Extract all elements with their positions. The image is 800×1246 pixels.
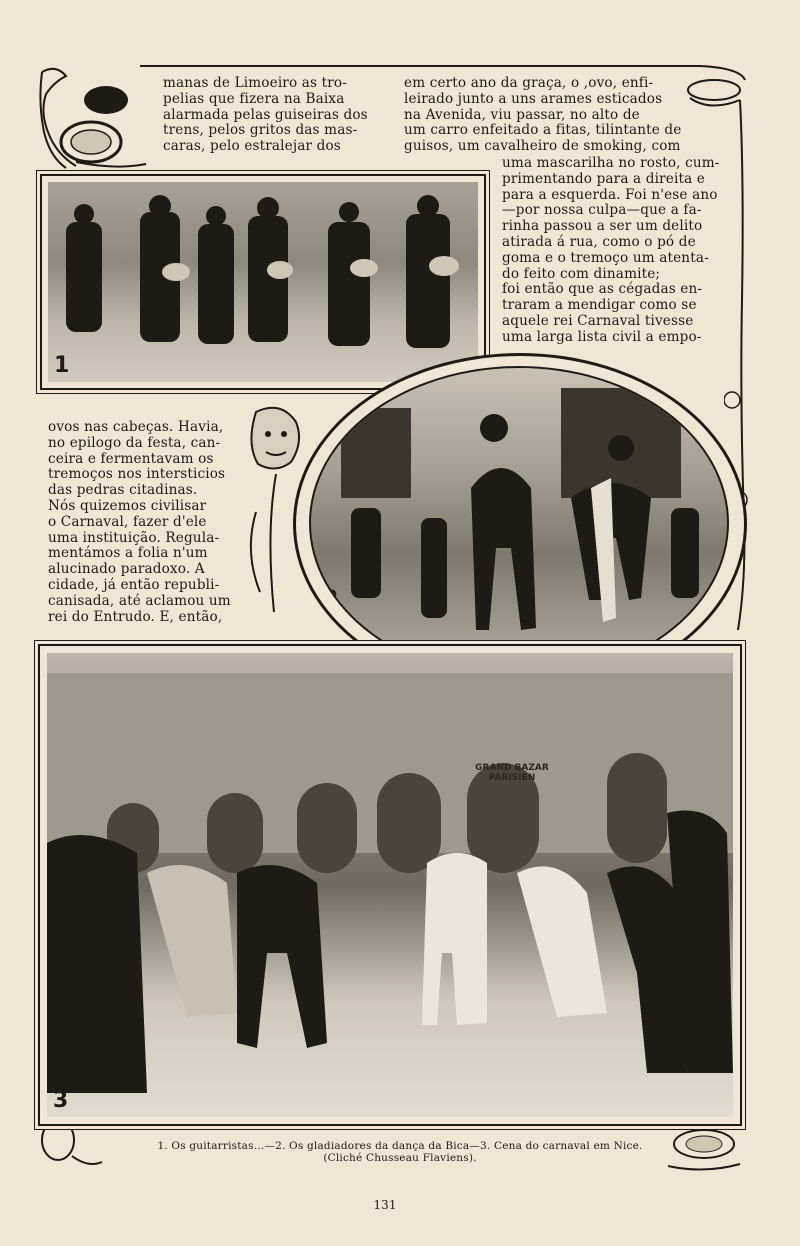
text-line: alucinado paradoxo. A xyxy=(48,561,205,578)
store-sign-grand-bazar: GRAND BAZAR PARISIEN xyxy=(475,763,549,783)
corner-ornament-top-left xyxy=(36,62,151,172)
text-line: no epilogo da festa, can- xyxy=(48,434,221,451)
gladiators-figures xyxy=(311,368,727,678)
text-line: ceira e fermentavam os xyxy=(48,450,214,467)
text-line: alarmada pelas guiseiras dos xyxy=(163,106,368,123)
text-line: na Avenida, viu passar, no alto de xyxy=(404,106,640,123)
figure-caption xyxy=(120,1140,680,1164)
photo-2-number: 2 xyxy=(323,587,339,612)
photo-gladiators xyxy=(309,366,729,680)
text-line: rei do Entrudo. E, então, xyxy=(48,608,223,625)
text-line: um carro enfeitado a fitas, tilintante de xyxy=(404,122,682,139)
text-line: caras, pelo estralejar dos xyxy=(163,138,341,155)
text-line: manas de Limoeiro as tro- xyxy=(163,75,347,91)
text-top-left-column xyxy=(163,76,378,155)
caption-line-1: 1. Os guitarristas…—2. Os gladiadores da dança da Bica—3. Cena do carnaval em Nice. xyxy=(157,1140,643,1152)
text-line: —por nossa culpa—que a fa- xyxy=(502,202,702,219)
text-line: uma mascarilha no rosto, cum- xyxy=(502,155,720,171)
text-line: pelias que fizera na Baixa xyxy=(163,90,345,107)
photo-3-frame xyxy=(38,644,742,1126)
text-line: em certo ano da graça, o ,ovo, enfi- xyxy=(404,75,654,91)
text-line: canisada, até aclamou um xyxy=(48,592,231,609)
text-line: primentando para a direita e xyxy=(502,170,705,187)
text-line: traram a mendigar como se xyxy=(502,297,697,314)
nice-carnival-scene xyxy=(47,653,733,1117)
text-left-column xyxy=(48,420,234,625)
text-top-right-column xyxy=(404,76,709,155)
photo-guitarists xyxy=(48,182,478,382)
text-line: uma larga lista civil a empo- xyxy=(502,328,702,345)
text-line: das pedras citadinas. xyxy=(48,482,198,499)
text-line: foi então que as cégadas en- xyxy=(502,281,703,298)
caption-line-2: (Cliché Chusseau Flaviens). xyxy=(323,1152,477,1164)
text-line: o Carnaval, fazer d'ele xyxy=(48,513,207,530)
text-line: mentámos a folia n'um xyxy=(48,545,208,562)
text-right-column xyxy=(502,156,726,346)
text-line: ovos nas cabeças. Havia, xyxy=(48,419,224,435)
photo-1-frame xyxy=(40,174,486,390)
text-line: guisos, um cavalheiro de smoking, com xyxy=(404,138,681,155)
text-line: tremoços nos intersticios xyxy=(48,466,226,483)
text-line: aquele rei Carnaval tivesse xyxy=(502,312,694,329)
photo-3-number: 3 xyxy=(53,1088,69,1113)
text-line: para a esquerda. Foi n'ese ano xyxy=(502,186,718,203)
text-line: goma e o tremoço um atenta- xyxy=(502,249,709,266)
page-number: 131 xyxy=(373,1198,397,1212)
photo-nice-carnival xyxy=(47,653,733,1117)
text-line: Nós quizemos civilisar xyxy=(48,497,207,514)
guitarists-figures xyxy=(48,182,478,382)
text-line: uma instituição. Regula- xyxy=(48,529,220,546)
photo-1-number: 1 xyxy=(54,353,70,378)
text-line: do feito com dinamite; xyxy=(502,265,661,282)
text-line: rinha passou a ser um delito xyxy=(502,218,703,235)
text-line: atirada á rua, como o pó de xyxy=(502,233,696,250)
text-line: cidade, já então republi- xyxy=(48,576,220,593)
text-line: leirado junto a uns arames esticados xyxy=(404,90,663,107)
text-line: trens, pelos gritos das mas- xyxy=(163,122,358,139)
